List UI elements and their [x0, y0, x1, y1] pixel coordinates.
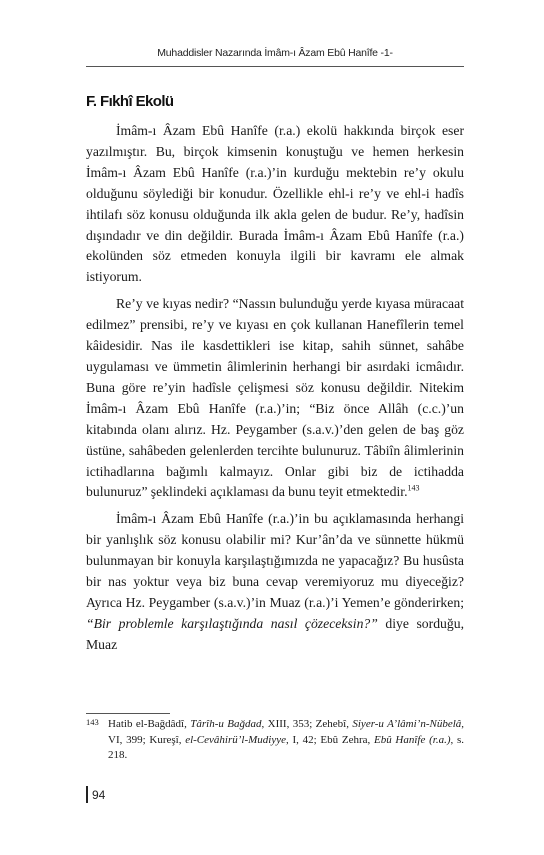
- paragraph-text: Re’y ve kıyas nedir? “Nassın bulunduğu yerde kıyasa müracaat edilmez” prensibi, re’y ve kıyası en çok kullanan Hanefîlerin temel kâidesidir. Nas ile kasdettikleri ise kitap, sahih sünnet, sahâbe uygulaması ve ümmetin âlimlerinin herhangi bir asırdaki icmâıdır. Buna göre re’yin hadîsle çelişmesi söz konusu değildir. Nitekim İmâm-ı Âzam Ebû Hanîfe (r.a.)’in; “Biz önce Allâh (c.c.)’un kitabında olanı alırız. Hz. Peygamber (s.a.v.)’den gelen de baş göz üstüne, sahâbeden gelenlerden tercihte bulunuruz. Tâbiîn âlimlerinin ictihadlarına bağımlı kalmayız. Onlar gibi biz de ictihadda bulunuruz” şeklindeki açıklaması da bunu teyit etmektedir.: [86, 296, 464, 500]
- footnote-segment: , VI, 399; Kureşî,: [108, 718, 465, 746]
- running-header: Muhaddisler Nazarında İmâm-ı Âzam Ebû Hanîfe -1-: [157, 47, 393, 59]
- footnote-rule: [86, 713, 170, 714]
- footnote-segment: , s. 218.: [108, 733, 465, 762]
- footnote-source-title: Târîh-u Bağdad: [190, 718, 262, 730]
- paragraph-3: [86, 509, 464, 655]
- footnote-segment: Hatib el-Bağdâdî,: [108, 718, 191, 730]
- footnote-segment: , XIII, 353; Zehebî,: [261, 718, 353, 730]
- footnote-source-title: Ebû Hanîfe (r.a.): [373, 733, 451, 746]
- footnote: [86, 717, 464, 764]
- footnote-number: 143: [86, 717, 99, 727]
- paragraph-text: İmâm-ı Âzam Ebû Hanîfe (r.a.) ekolü hakkında birçok eser yazılmıştır. Bu, birçok kimsenin konuştuğu ve hemen herkesin İmâm-ı Âzam Ebû Hanîfe (r.a.)’in kurduğu mektebin re’y okulu olduğunu söylediği bir konudur. Özellikle ehl-i re’y ve ehl-i hadîs ihtilafı söz konusu olduğunda ilk akla gelen de budur. Re’y, hadîsin dışındadır ve din değildir. Burada İmâm-ı Âzam Ebû Hanîfe (r.a.) ekolünden söz etmeden konuyla ilgili bir kavramı ele almak istiyorum.: [86, 123, 464, 285]
- quoted-question: “Bir problemle karşılaştığında nasıl çözeceksin?”: [86, 615, 378, 631]
- footnote-text: [108, 717, 464, 764]
- paragraph-2: [86, 294, 464, 503]
- footnote-source-title: el-Cevâhirü’l-Mudiyye: [185, 733, 286, 746]
- page-number-block: [86, 786, 105, 803]
- paragraph-text: diye sorduğu, Muaz: [86, 615, 464, 652]
- paragraph-1: [86, 121, 464, 288]
- section-title: F. Fıkhî Ekolü: [86, 93, 174, 110]
- body-text: [86, 121, 464, 662]
- page-number: 94: [92, 787, 106, 802]
- header-rule: [86, 66, 464, 67]
- paragraph-text: İmâm-ı Âzam Ebû Hanîfe (r.a.)’in bu açıklamasında herhangi bir yanlışlık söz konusu olabilir mi? Kur’ân’da ve sünnette hükmü bulunmayan bir konuyla karşılaştığımızda ne yapacağız? Bu husûsta bir nas yoktur veya biz buna cevap veremiyoruz mu diyeceğiz? Ayrıca Hz. Peygamber (s.a.v.)’in Muaz (r.a.)’i Yemen’e gönderirken;: [86, 511, 464, 610]
- page-number-bar: [86, 786, 88, 803]
- footnote-source-title: Siyer-u A’lâmi’n-Nübelâ: [352, 718, 462, 730]
- footnote-segment: , I, 42; Ebû Zehra,: [285, 733, 374, 746]
- footnote-reference[interactable]: 143: [407, 483, 420, 493]
